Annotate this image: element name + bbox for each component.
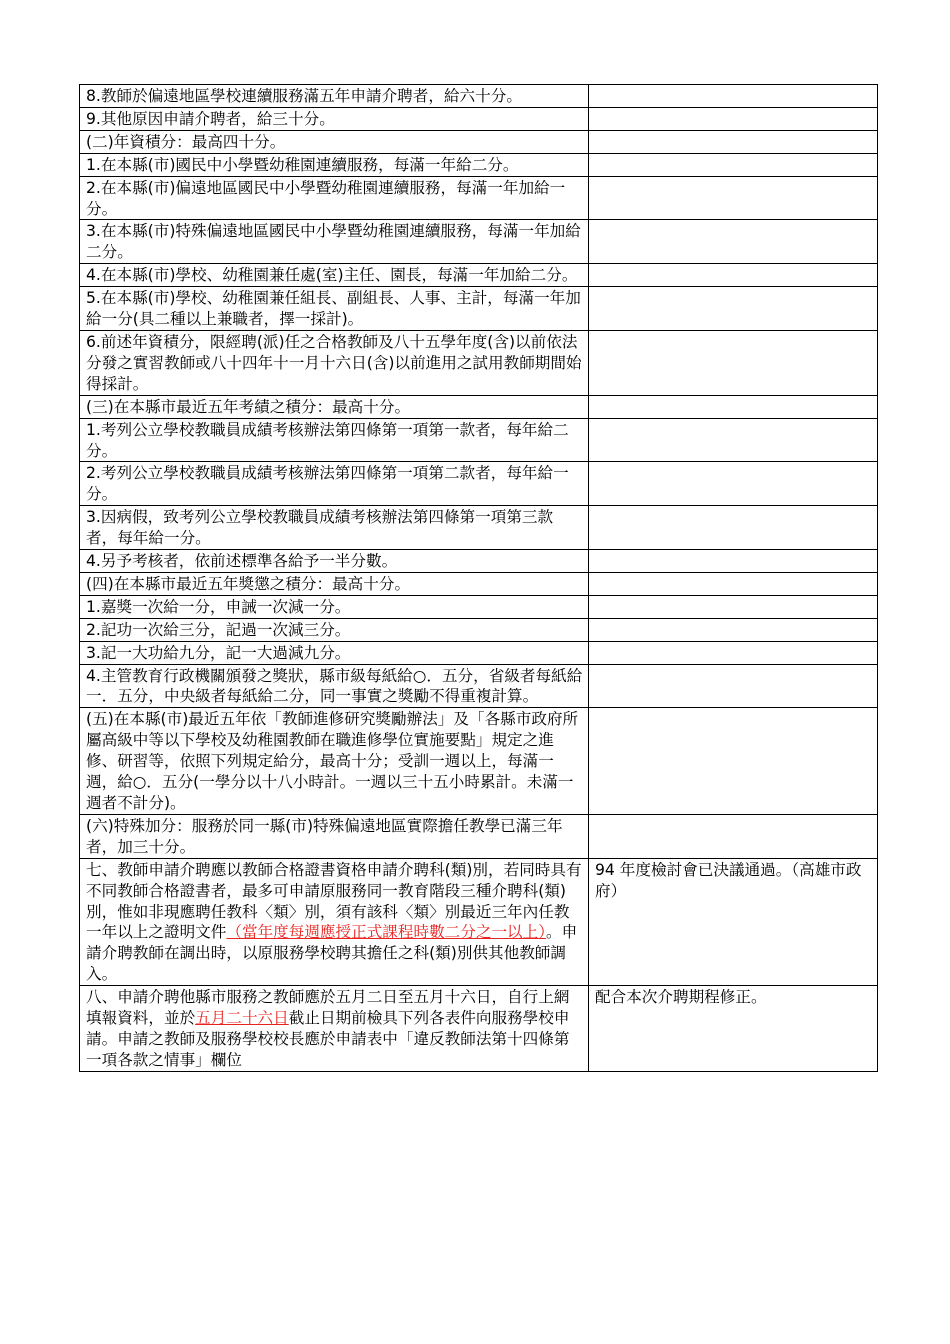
article-8-text [80, 986, 589, 1072]
row-text: 1.嘉獎一次給一分，申誡一次減一分。 [80, 595, 589, 618]
row-text: 3.在本縣(市)特殊偏遠地區國民中小學暨幼稚園連續服務，每滿一年加給二分。 [80, 220, 589, 264]
row-note [589, 550, 878, 573]
article-8-highlight: 五月二十六日 [195, 1009, 289, 1028]
article-7-text-part1: 七、教師申請介聘應以教師合格證書資格申請介聘科(類)別，若同時具有不同教師合格證書者，最多可申請原服務同一教育階段三種介聘科(類)別，惟如非現應聘任教科〈類〉別，須有該科〈類〉別最近三年內任教一年以上之證明文件 [86, 860, 582, 942]
article-8-text-part1: 八、申請介聘他縣市服務之教師應於五月二日至五月十六日，自行上網填報資料，並於 [86, 988, 570, 1028]
article-8-text-part2: 截止日期前檢具下列各表件向服務學校申請。申請之教師及服務學校校長應於申請表中「違反教師法第十四條第一項各款之情事」欄位 [86, 1009, 570, 1069]
row-text: 4.在本縣(市)學校、幼稚園兼任處(室)主任、園長，每滿一年加給二分。 [80, 264, 589, 287]
row-text: 2.記功一次給三分，記過一次減三分。 [80, 618, 589, 641]
table-row [80, 153, 878, 176]
article-7-note: 94 年度檢討會已決議通過。（高雄市政府） [589, 858, 878, 985]
table-row [80, 85, 878, 108]
table-row [80, 708, 878, 815]
row-text: 9.其他原因申請介聘者，給三十分。 [80, 107, 589, 130]
table-row [80, 641, 878, 664]
row-text: 6.前述年資積分，限經聘(派)任之合格教師及八十五學年度(含)以前依法分發之實習教師或八十四年十一月十六日(含)以前進用之試用教師期間始得採計。 [80, 330, 589, 395]
row-note [589, 287, 878, 331]
row-text: 2.考列公立學校教職員成績考核辦法第四條第一項第二款者，每年給一分。 [80, 462, 589, 506]
row-note [589, 814, 878, 858]
row-text: 2.在本縣(市)偏遠地區國民中小學暨幼稚園連續服務，每滿一年加給一分。 [80, 176, 589, 220]
row-note [589, 641, 878, 664]
row-note [589, 708, 878, 815]
table-row [80, 130, 878, 153]
table-row [80, 287, 878, 331]
table-row [80, 107, 878, 130]
row-text: 3.因病假，致考列公立學校教職員成績考核辦法第四條第一項第三款者，每年給一分。 [80, 506, 589, 550]
table-row [80, 506, 878, 550]
row-note [589, 462, 878, 506]
table-body [80, 85, 878, 1072]
row-note [589, 618, 878, 641]
row-note [589, 418, 878, 462]
article-7-text [80, 858, 589, 985]
table-row-article-7 [80, 858, 878, 985]
table-row [80, 618, 878, 641]
row-note [589, 506, 878, 550]
table-row [80, 395, 878, 418]
row-text: 4.另予考核者，依前述標準各給予一半分數。 [80, 550, 589, 573]
table-row [80, 264, 878, 287]
table-row [80, 550, 878, 573]
row-note [589, 176, 878, 220]
table-row [80, 462, 878, 506]
table-row [80, 330, 878, 395]
row-text: 1.在本縣(市)國民中小學暨幼稚園連續服務，每滿一年給二分。 [80, 153, 589, 176]
row-note [589, 572, 878, 595]
row-text: (三)在本縣市最近五年考績之積分：最高十分。 [80, 395, 589, 418]
row-note [589, 395, 878, 418]
row-text: 5.在本縣(市)學校、幼稚園兼任組長、副組長、人事、主計，每滿一年加給一分(具二種以上兼職者，擇一採計)。 [80, 287, 589, 331]
table-row [80, 664, 878, 708]
article-7-text-part2: 。申請介聘教師在調出時，以原服務學校聘其擔任之科(類)別供其他教師調入。 [86, 923, 578, 984]
row-note [589, 220, 878, 264]
article-7-highlight: （當年度每週應授正式課程時數二分之一以上） [226, 923, 547, 942]
row-note [589, 664, 878, 708]
row-note [589, 330, 878, 395]
regulation-table [79, 84, 878, 1072]
row-text: 3.記一大功給九分，記一大過減九分。 [80, 641, 589, 664]
row-note [589, 107, 878, 130]
row-text: 8.教師於偏遠地區學校連續服務滿五年申請介聘者，給六十分。 [80, 85, 589, 108]
table-row [80, 220, 878, 264]
table-row [80, 814, 878, 858]
row-note [589, 130, 878, 153]
table-row [80, 418, 878, 462]
row-text: (五)在本縣(市)最近五年依「教師進修研究獎勵辦法」及「各縣市政府所屬高級中等以下學校及幼稚園教師在職進修學位實施要點」規定之進修、研習等，依照下列規定給分，最高十分；受訓一週以上，每滿一週，給○．五分(一學分以十八小時計。一週以三十五小時累計。未滿一週者不計分)。 [80, 708, 589, 815]
row-text: (四)在本縣市最近五年獎懲之積分：最高十分。 [80, 572, 589, 595]
row-note [589, 153, 878, 176]
row-note [589, 85, 878, 108]
table-row [80, 176, 878, 220]
article-8-note: 配合本次介聘期程修正。 [589, 986, 878, 1072]
row-text: (六)特殊加分：服務於同一縣(市)特殊偏遠地區實際擔任教學已滿三年者，加三十分。 [80, 814, 589, 858]
row-text: 1.考列公立學校教職員成績考核辦法第四條第一項第一款者，每年給二分。 [80, 418, 589, 462]
table-row-article-8 [80, 986, 878, 1072]
row-note [589, 595, 878, 618]
table-row [80, 572, 878, 595]
row-note [589, 264, 878, 287]
row-text: (二)年資積分：最高四十分。 [80, 130, 589, 153]
row-text: 4.主管教育行政機關頒發之獎狀，縣市級每紙給○．五分，省級者每紙給一．五分，中央級者每紙給二分，同一事實之獎勵不得重複計算。 [80, 664, 589, 708]
table-row [80, 595, 878, 618]
